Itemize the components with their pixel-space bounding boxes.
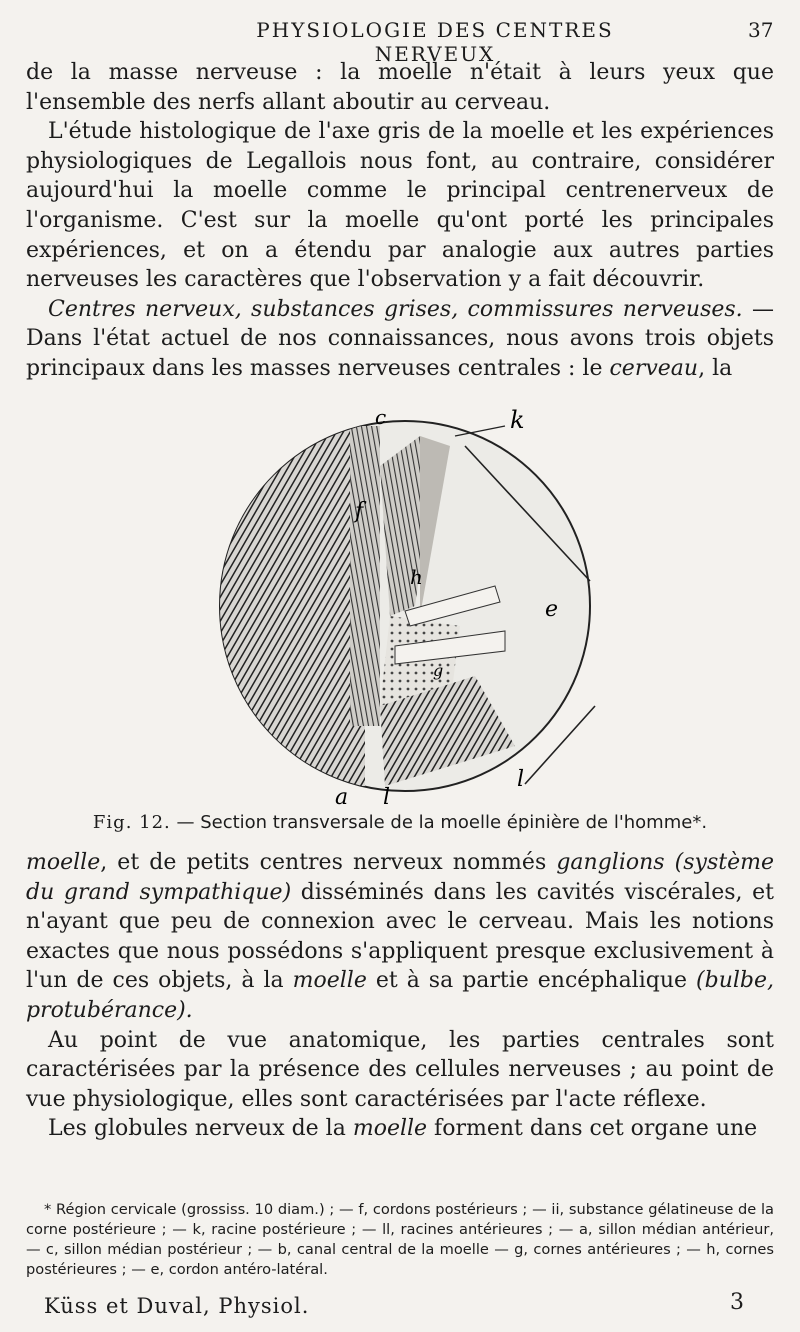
footnote <box>26 1200 774 1280</box>
figure-label-h: h <box>410 565 423 589</box>
figure-label-l: l <box>383 785 391 806</box>
paragraph: Au point de vue anatomique, les parties centrales sont caractérisées par la présence des cellules nerveuses ; au point de vue physiologique, elles sont caractérisées par l'acte réflexe. <box>26 1027 774 1112</box>
figure-label-a: a <box>335 785 349 806</box>
figure-label-e: e <box>545 597 559 622</box>
section-heading: Centres nerveux, substances grises, commissures nerveuses. <box>48 296 743 322</box>
paragraph: Centres nerveux, substances grises, commissures nerveuses. — Dans l'état actuel de nos connaissances, nous avons trois objets principaux dans les masses nerveuses centrales : le cerveau, la <box>26 296 774 381</box>
footer-authors: Küss et Duval, Physiol. <box>44 1294 310 1318</box>
figure-caption: Fig. 12. — Section transversale de la moelle épinière de l'homme*. <box>92 812 708 833</box>
page-number: 37 <box>748 18 774 42</box>
paragraph: de la masse nerveuse : la moelle n'était à leurs yeux que l'ensemble des nerfs allant aboutir au cerveau. <box>26 60 774 115</box>
figure-label-f: f <box>355 499 364 524</box>
figure-label-l: l <box>517 767 525 792</box>
figure-label-c: c <box>375 406 387 429</box>
spinal-cord-section-figure <box>205 406 605 806</box>
paragraph: moelle, et de petits centres nerveux nommés ganglions (système du grand sympathique) disséminés dans les cavités viscérales, et n'ayant que peu de connexion avec le cerveau. Mais les notions exactes que nous possédons s'appliquent presque exclusivement à l'un de ces objets, à la moelle et à sa partie encéphalique (bulbe, protubérance). <box>26 850 774 1023</box>
running-head: PHYSIOLOGIE DES CENTRES NERVEUX <box>256 18 614 66</box>
figure-label-k: k <box>510 406 525 434</box>
figure-label-g: g <box>433 661 444 680</box>
body-text-top <box>26 58 774 384</box>
body-text-bottom <box>26 848 774 1144</box>
figure-number: Fig. 12. <box>92 812 171 833</box>
signature-mark: 3 <box>730 1290 744 1315</box>
paragraph: Les globules nerveux de la moelle forment dans cet organe une <box>48 1116 758 1142</box>
paragraph: L'étude histologique de l'axe gris de la moelle et les expériences physiologiques de Legallois nous font, au contraire, considérer aujourd'hui la moelle comme le principal centrenerveux de l'organisme. C'est sur la moelle qu'ont porté les principales expériences, et on a étendu par analogie aux autres parties nerveuses les caractères que l'observation y a fait découvrir. <box>26 119 774 293</box>
footnote-text: * Région cervicale (grossiss. 10 diam.) ; — f, cordons postérieurs ; — ii, substance gélatineuse de la corne postérieure ; — k, racine postérieure ; — ll, racines antérieures ; — a, sillon médian antérieur, — c, sillon médian postérieur ; — b, canal central de la moelle — g, cornes antérieures ; — h, cornes postérieures ; — e, cordon antéro-latéral. <box>26 1201 774 1278</box>
